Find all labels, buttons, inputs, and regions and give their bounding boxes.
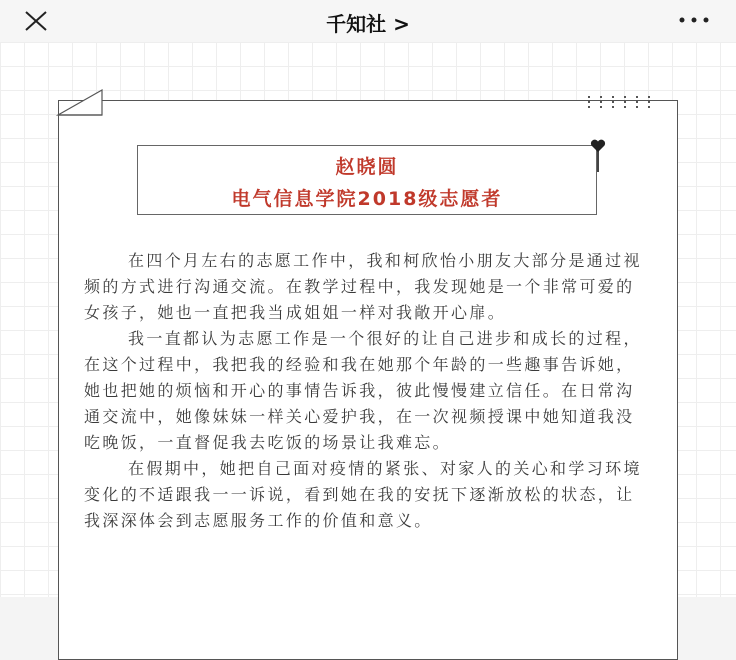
author-affiliation: 电气信息学院2018级志愿者: [231, 188, 503, 210]
heart-icon: [590, 139, 606, 153]
paragraph: 在四个月左右的志愿工作中，我和柯欣怡小朋友大部分是通过视频的方式进行沟通交流。在教学过程中，我发现她是一个非常可爱的女孩子，她也一直把我当成姐姐一样对我敞开心扉。: [84, 251, 642, 322]
author-name: 赵晓圆: [335, 156, 399, 178]
more-dots-icon[interactable]: [674, 8, 714, 32]
page-title[interactable]: 千知社 >: [326, 12, 410, 36]
dot-pattern-decoration: [586, 94, 662, 110]
author-header-box: [137, 145, 597, 215]
folded-corner-decoration: [56, 88, 104, 116]
paragraph: 在假期中，她把自己面对疫情的紧张、对家人的关心和学习环境变化的不适跟我一一诉说，看到她在我的安抚下逐渐放松的状态，让我深深体会到志愿服务工作的价值和意义。: [84, 459, 642, 530]
article-body: [84, 248, 646, 534]
top-bar: [0, 0, 736, 43]
article-canvas: [0, 42, 736, 597]
paragraph: 我一直都认为志愿工作是一个很好的让自己进步和成长的过程，在这个过程中，我把我的经验和我在她那个年龄的一些趣事告诉她，她也把她的烦恼和开心的事情告诉我，彼此慢慢建立信任。在日常沟通交流中，她像妹妹一样关心爱护我，在一次视频授课中她知道我没吃晚饭，一直督促我去吃饭的场景让我难忘。: [84, 329, 642, 452]
